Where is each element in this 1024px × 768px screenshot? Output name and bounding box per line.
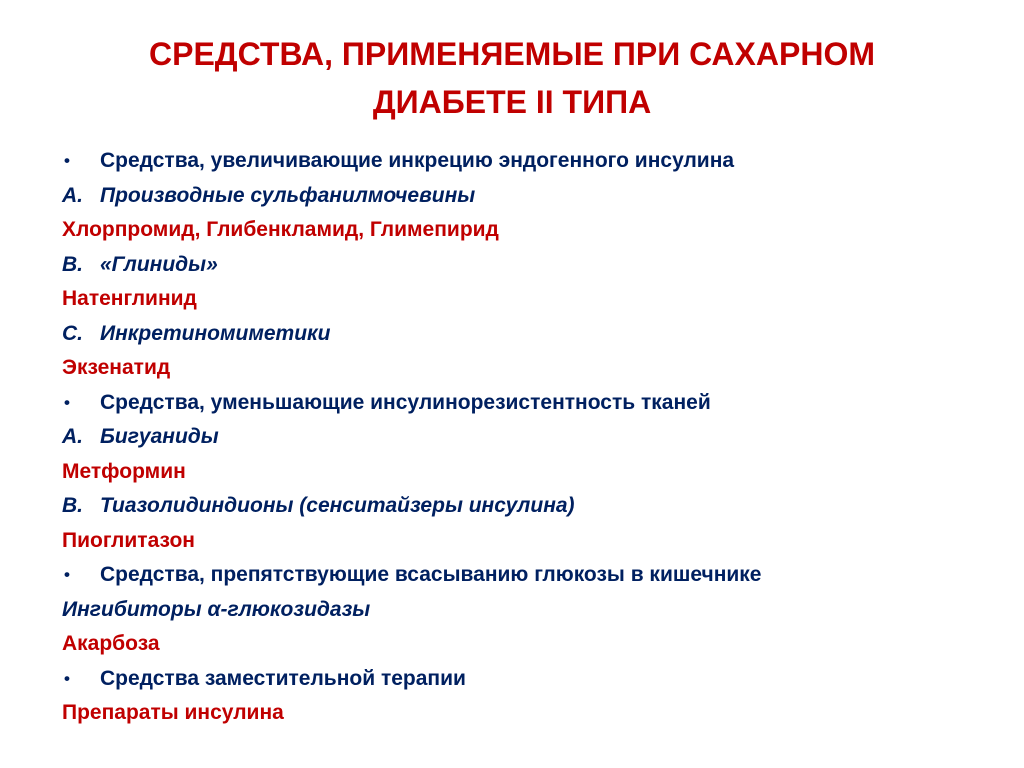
drug-item: Экзенатид <box>62 356 171 379</box>
subcategory-marker: С. <box>62 321 83 345</box>
bullet-icon: • <box>64 392 70 412</box>
bullet-text: Средства, увеличивающие инкрецию эндогенного инсулина <box>100 149 735 172</box>
bullet-item <box>62 386 1002 421</box>
bullet-icon: • <box>64 668 70 688</box>
bullet-text: Средства заместительной терапии <box>100 666 466 690</box>
subcategory-item <box>62 179 1002 214</box>
bullet-text: Средства, уменьшающие инсулинорезистентность тканей <box>100 390 711 414</box>
subcategory-item <box>62 489 1002 524</box>
subcategory-marker: В. <box>62 494 83 517</box>
title-line-2: ДИАБЕТЕ II ТИПА <box>372 84 652 120</box>
drug-item: Хлорпромид, Глибенкламид, Глимепирид <box>62 218 499 241</box>
drug-item: Метформин <box>62 459 186 483</box>
subcategory-marker: В. <box>62 252 83 276</box>
bullet-item <box>62 144 1002 179</box>
subcategory-item <box>62 248 1002 283</box>
bullet-item <box>62 662 1002 697</box>
subcategory-item <box>62 420 1002 455</box>
subcategory-marker: А. <box>62 183 83 207</box>
drug-item: Акарбоза <box>62 632 160 655</box>
title-line-1: СРЕДСТВА, ПРИМЕНЯЕМЫЕ ПРИ САХАРНОМ <box>149 36 875 72</box>
bullet-icon: • <box>64 151 70 170</box>
content-list <box>62 144 1002 731</box>
bullet-icon: • <box>64 565 70 584</box>
subcategory-marker: А. <box>62 425 83 448</box>
subcategory-item <box>62 317 1002 352</box>
subcategory-text: «Глиниды» <box>100 252 218 276</box>
drug-item: Натенглинид <box>62 287 197 310</box>
slide-title <box>60 30 964 126</box>
subcategory-text: Производные сульфанилмочевины <box>100 183 476 207</box>
drug-item: Препараты инсулина <box>62 701 284 724</box>
subcategory-text: Инкретиномиметики <box>100 321 331 345</box>
drug-item: Пиоглитазон <box>62 528 195 552</box>
bullet-item <box>62 558 1002 593</box>
subcategory-text: Тиазолидиндионы (сенситайзеры инсулина) <box>100 494 575 517</box>
subcategory-text: Бигуаниды <box>100 425 219 448</box>
subcategory-item: Ингибиторы α-глюкозидазы <box>62 597 371 621</box>
bullet-text: Средства, препятствующие всасыванию глюкозы в кишечнике <box>100 563 762 586</box>
